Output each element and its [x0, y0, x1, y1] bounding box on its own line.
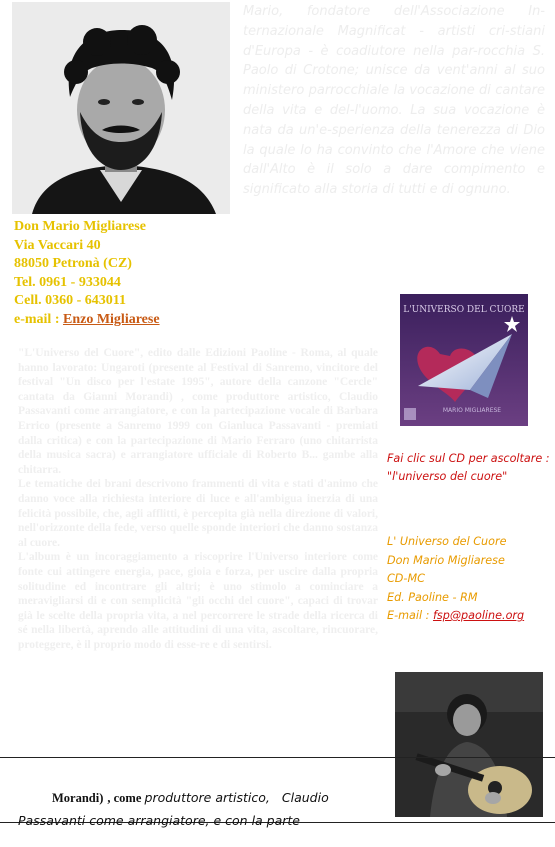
cd-info-email-row [387, 607, 552, 626]
cd-listen-note [387, 450, 552, 486]
cd-info-email-label: E-mail : [387, 609, 433, 622]
contact-email-row [14, 311, 160, 330]
contact-email-link[interactable]: Enzo Migliarese [62, 311, 160, 327]
cd-listen-title: "l'universo del cuore" [387, 470, 508, 483]
cd-info-email-link[interactable]: fsp@paoline.org [432, 609, 525, 622]
bottom-text-morandi: Morandi) [52, 791, 104, 805]
cd-info-block [387, 533, 552, 626]
contact-block [14, 218, 160, 329]
bottom-text-come: , come [107, 791, 145, 805]
cd-listen-instruction: Fai clic sul CD per ascoltare : [387, 452, 550, 465]
contact-name: Don Mario Migliarese [14, 219, 146, 234]
contact-tel: Tel. 0961 - 933044 [14, 274, 121, 290]
bottom-text-line-1 [18, 790, 378, 806]
contact-city: 88050 Petronà (CZ) [14, 256, 132, 271]
portrait-photo [12, 2, 230, 214]
guitar-photo [395, 672, 543, 817]
cd-cover-image[interactable] [400, 294, 528, 426]
article-paragraph-3: L'album è un incoraggiamento a riscoprire l'Universo interiore come fonte cui attingere energia, pace, gioia e forza, per uscire dalla propria solitudine ed incontrare gli altri; è uno stimolo a cominciare a meravigliarsi di e con semplicità "gli occhi del cuore", capaci di trovar già le scelte della propria vita, a nel percorrere le strade della ricerca di sé nella libertà, aprendo alle attitudini di una vita, ascoltare, rincuorare, proteggere, è il proprio modo di esse-re e di sentirsi. [18, 551, 378, 651]
cd-cover-artist: MARIO MIGLIARESE [442, 407, 502, 414]
contact-cell: Cell. 0360 - 643011 [14, 293, 126, 308]
article-paragraph-2: Le tematiche dei brani descrivono frammenti di vita e stati d'animo che danno voce alla richiesta interiore di luce e all'ambigua inerzia di una felicità possibile, che, agli afflitti, è percepita già nella direzione di valori, nell'orizzonte della fede, verso quelle sponde interiori che danno sostanza al cuore. [18, 478, 378, 549]
article-paragraph-1: "L'Universo del Cuore", edito dalle Edizioni Paoline - Roma, al quale hanno lavorato: Ungaroti (presente al Festival di Sanremo, vincitore del festival "Un disco per l'estate 1995", autore della canzone "Cercle" cantata da Gianni Morandi) , come produttore artistico, Claudio Passavanti come arrangiatore, e con la partecipazione vocale di Barbara Errico (presente a Sanremo 1999 con Gianluca Passavanti - premiati dalla critica) e con la partecipazione di Mario Ferraro (uno chitarrista della musica sacra) e arrangiatore ufficiale di Roberto B... gambe alla chitarra. [18, 347, 378, 476]
cd-info-format: CD-MC [387, 572, 425, 585]
divider-line-top [0, 757, 555, 758]
contact-email-label: e-mail : [14, 311, 63, 327]
intro-paragraph: Mario, fondatore dell'Associazione In-ternazionale Magnificat - artisti cri-stiani d'Europa - è coadiutore nella par-rocchia S. Paolo di Crotone; unisce da vent'anni al suo ministero parrocchiale la vocazione di cantare della vita e del-l'uomo. La sua vocazione è nata da un'e-sperienza della tenerezza di Dio la quale lo ha convinto che l'Amore che viene dall'Alto è il solo a dare compimento e significato alla storia di tutti e di ognuno. [243, 4, 545, 198]
bottom-text-producer: produttore artistico, [144, 790, 270, 805]
cd-info-artist: Don Mario Migliarese [387, 553, 505, 567]
article-body [18, 346, 378, 652]
bottom-text-claudio: Claudio [281, 790, 329, 805]
cd-info-title: L' Universo del Cuore [387, 535, 507, 548]
cd-info-publisher: Ed. Paoline - RM [387, 590, 478, 604]
bottom-text-line-2: Passavanti come arrangiatore, e con la parte [18, 813, 300, 828]
contact-street: Via Vaccari 40 [14, 237, 101, 253]
cd-cover-title: L'UNIVERSO DEL CUORE [403, 305, 525, 315]
